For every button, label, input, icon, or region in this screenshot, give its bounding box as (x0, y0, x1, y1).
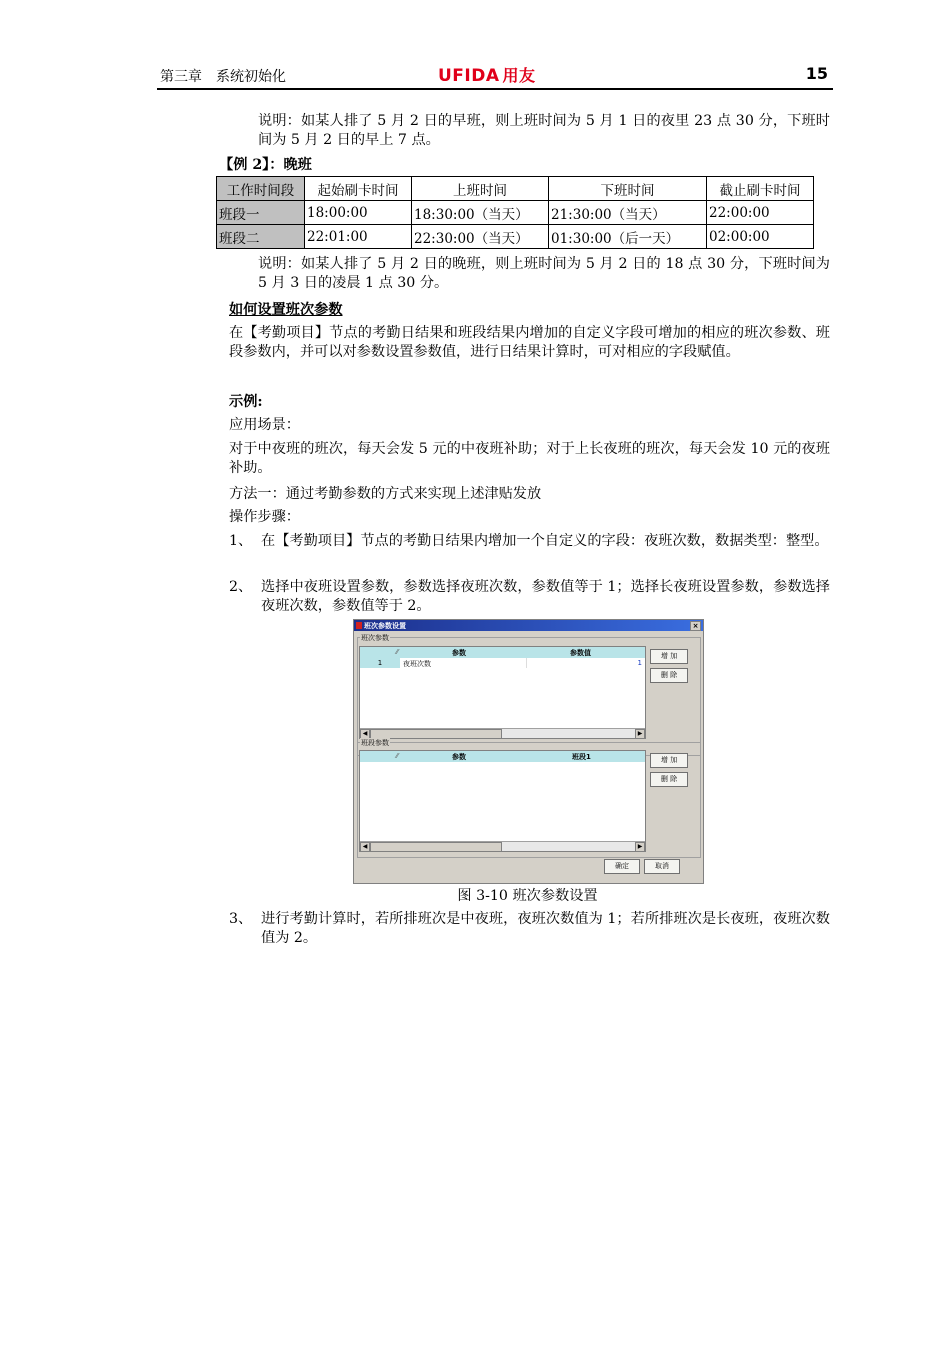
method-one: 方法一：通过考勤参数的方式来实现上述津贴发放 (229, 486, 542, 502)
ufida-logo (438, 63, 536, 86)
cancel-button[interactable]: 取消 (644, 859, 680, 874)
figure-caption: 图 3-10 班次参数设置 (457, 888, 598, 904)
table-cell: 02:00:00 (707, 225, 814, 249)
table-cell: 班段一 (217, 201, 305, 225)
close-icon[interactable]: × (690, 621, 701, 631)
segment-params-grid[interactable] (359, 750, 646, 852)
resize-grip-icon: ⁄⁄ (396, 648, 399, 656)
table-cell: 22:00:00 (707, 201, 814, 225)
scenario-label: 应用场景： (229, 417, 300, 433)
col-segment: 班段1 (572, 753, 591, 761)
header-cell: 截止刷卡时间 (707, 177, 814, 201)
table-cell: 18:00:00 (305, 201, 412, 225)
header-rule (157, 88, 833, 90)
delete-segment-param-button[interactable]: 删 除 (650, 772, 688, 787)
header-cell: 上班时间 (412, 177, 549, 201)
example-2-title: 晚班 (283, 157, 312, 173)
table-cell: 班段二 (217, 225, 305, 249)
table-cell: 18:30:00（当天） (412, 201, 549, 225)
h-scrollbar[interactable] (360, 728, 645, 738)
add-segment-param-button[interactable]: 增 加 (650, 753, 688, 768)
dialog-title-bar (354, 620, 703, 631)
step-number: 1、 (229, 533, 253, 549)
row-index: 1 (360, 658, 400, 668)
chapter-title: 第三章 系统初始化 (160, 69, 286, 85)
section-title: 如何设置班次参数 (229, 302, 343, 318)
scroll-right-icon[interactable]: ▶ (635, 842, 645, 852)
header-cell: 工作时间段 (217, 177, 305, 201)
shift-params-group-label: 班次参数 (361, 634, 389, 642)
step-text: 在【考勤项目】节点的考勤日结果内增加一个自定义的字段：夜班次数，数据类型：整型。 (261, 533, 829, 549)
step-item (229, 532, 830, 572)
resize-grip-icon: ⁄⁄ (396, 752, 399, 760)
step-item (229, 578, 830, 618)
app-icon (356, 622, 362, 629)
row-param: 夜班次数 (403, 660, 431, 668)
step-text: 进行考勤计算时，若所排班次是中夜班，夜班次数值为 1；若所排班次是长夜班，夜班次数值为 2。 (261, 911, 830, 946)
scroll-left-icon[interactable]: ◀ (360, 842, 370, 852)
table-row (217, 201, 814, 225)
logo-text-en: UFIDA (438, 66, 500, 86)
table-row[interactable] (360, 658, 645, 668)
example-2-heading (219, 156, 312, 175)
grid-header (360, 751, 645, 762)
example-heading (229, 393, 263, 412)
step-number: 2、 (229, 579, 253, 595)
shift-table (216, 176, 814, 249)
step-item (229, 910, 830, 950)
table-cell: 22:01:00 (305, 225, 412, 249)
col-value: 参数值 (570, 649, 591, 657)
dialog-title: 班次参数设置 (364, 622, 406, 630)
add-shift-param-button[interactable]: 增 加 (650, 649, 688, 664)
example-2-label: 【例 2】： (219, 157, 284, 173)
delete-shift-param-button[interactable]: 删 除 (650, 668, 688, 683)
example-colon: : (257, 394, 263, 410)
grid-header (360, 647, 645, 658)
shift-params-dialog (353, 619, 704, 884)
col-param: 参数 (452, 649, 466, 657)
cell-divider (526, 658, 527, 668)
note-morning-shift: 说明：如某人排了 5 月 2 日的早班，则上班时间为 5 月 1 日的夜里 23 点 30 分，下班时间为 5 月 2 日的早上 7 点。 (258, 113, 830, 148)
scenario-body: 对于中夜班的班次，每天会发 5 元的中夜班补助；对于上长夜班的班次，每天会发 10 元的夜班补助。 (229, 441, 830, 476)
header-cell: 下班时间 (549, 177, 707, 201)
table-cell: 21:30:00（当天） (549, 201, 707, 225)
scroll-right-icon[interactable]: ▶ (635, 729, 645, 739)
shift-table-header (217, 177, 814, 201)
note-night-shift: 说明：如某人排了 5 月 2 日的晚班，则上班时间为 5 月 2 日的 18 点 30 分，下班时间为 5 月 3 日的凌晨 1 点 30 分。 (258, 256, 830, 291)
table-row (217, 225, 814, 249)
scroll-left-icon[interactable]: ◀ (360, 729, 370, 739)
segment-params-group-label: 班段参数 (361, 739, 389, 747)
step-number: 3、 (229, 911, 253, 927)
step-text: 选择中夜班设置参数，参数选择夜班次数，参数值等于 1；选择长夜班设置参数，参数选择夜班次数，参数值等于 2。 (261, 579, 830, 614)
steps-label: 操作步骤： (229, 509, 300, 525)
page-number: 15 (805, 64, 828, 83)
ok-button[interactable]: 确定 (604, 859, 640, 874)
logo-text-cn: 用友 (502, 66, 536, 85)
header-cell: 起始刷卡时间 (305, 177, 412, 201)
table-cell: 22:30:00（当天） (412, 225, 549, 249)
row-value[interactable]: 1 (637, 659, 642, 667)
section-body: 在【考勤项目】节点的考勤日结果和班段结果内增加的自定义字段可增加的相应的班次参数、班段参数内，并可以对参数设置参数值，进行日结果计算时，可对相应的字段赋值。 (229, 325, 830, 360)
example-label: 示例 (229, 394, 258, 410)
h-scrollbar[interactable] (360, 841, 645, 851)
table-cell: 01:30:00（后一天） (549, 225, 707, 249)
scroll-thumb[interactable] (370, 842, 502, 852)
shift-params-grid[interactable] (359, 646, 646, 739)
col-param: 参数 (452, 753, 466, 761)
